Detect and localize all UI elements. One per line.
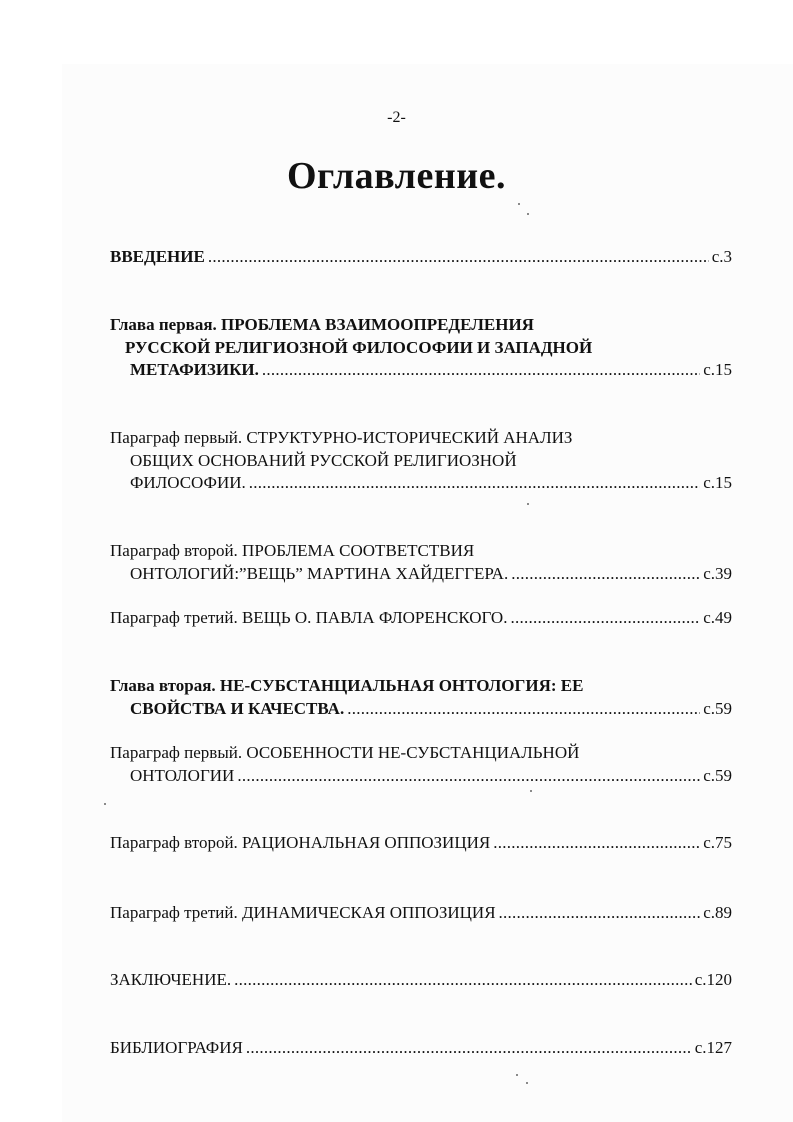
toc-entry-title-line: РУССКОЙ РЕЛИГИОЗНОЙ ФИЛОСОФИИ И ЗАПАДНОЙ bbox=[125, 337, 593, 357]
toc-entry-title-line: СВОЙСТВА И КАЧЕСТВА. bbox=[130, 698, 345, 718]
toc-entry-title-line: Глава первая. ПРОБЛЕМА ВЗАИМООПРЕДЕЛЕНИЯ bbox=[110, 315, 534, 334]
toc-entry-title-line: Параграф первый. ОСОБЕННОСТИ НЕ-СУБСТАНЦИАЛЬНОЙ bbox=[110, 743, 580, 762]
dot-leader bbox=[493, 832, 700, 855]
toc-entry-title-line: Глава вторая. НЕ-СУБСТАНЦИАЛЬНАЯ ОНТОЛОГИЯ: ЕЕ bbox=[110, 676, 584, 695]
toc-page-ref: с.89 bbox=[703, 903, 732, 922]
toc-entry-chapter-1 bbox=[110, 314, 732, 382]
toc-page-ref: с.59 bbox=[703, 698, 732, 718]
toc-page-ref: с.59 bbox=[703, 765, 732, 785]
toc-entry-title-line: ОБЩИХ ОСНОВАНИЙ РУССКОЙ РЕЛИГИОЗНОЙ bbox=[130, 450, 517, 470]
scan-speck bbox=[526, 1082, 528, 1084]
toc-entry-ch1-paragraph-3 bbox=[110, 607, 732, 630]
dot-leader bbox=[234, 969, 692, 992]
scan-speck bbox=[527, 213, 529, 215]
toc-entry-bibliography bbox=[110, 1037, 732, 1060]
toc-entry-title: ЗАКЛЮЧЕНИЕ. bbox=[110, 970, 232, 989]
dot-leader bbox=[499, 902, 701, 925]
toc-entry-title-line: Параграф первый. СТРУКТУРНО-ИСТОРИЧЕСКИЙ АНАЛИЗ bbox=[110, 428, 573, 447]
toc-entry-ch1-paragraph-1 bbox=[110, 427, 732, 495]
toc-entry-title: Параграф третий. ДИНАМИЧЕСКАЯ ОППОЗИЦИЯ bbox=[110, 903, 496, 922]
toc-entry-ch2-paragraph-2 bbox=[110, 832, 732, 855]
page-number: -2- bbox=[387, 109, 406, 126]
toc-page-ref: с.75 bbox=[703, 833, 732, 852]
toc-page-ref: с.49 bbox=[703, 608, 732, 627]
toc-page-ref: с.15 bbox=[703, 473, 732, 492]
toc-page-ref: с.3 bbox=[711, 247, 732, 266]
dot-leader bbox=[237, 765, 700, 788]
toc-entry-title: Параграф третий. ВЕЩЬ О. ПАВЛА ФЛОРЕНСКОГО. bbox=[110, 608, 508, 627]
toc-entry-title: ВВЕДЕНИЕ bbox=[110, 247, 205, 266]
toc-entry-title: Параграф второй. РАЦИОНАЛЬНАЯ ОППОЗИЦИЯ bbox=[110, 833, 491, 852]
dot-leader bbox=[347, 698, 700, 721]
scan-speck bbox=[516, 1074, 518, 1076]
dot-leader bbox=[246, 1037, 692, 1060]
toc-page-ref: с.127 bbox=[694, 1038, 732, 1057]
dot-leader bbox=[511, 563, 700, 586]
toc-entry-ch2-paragraph-3 bbox=[110, 902, 732, 925]
toc-entry-conclusion bbox=[110, 969, 732, 992]
toc-entry-chapter-2 bbox=[110, 675, 732, 720]
toc-page-ref: с.120 bbox=[694, 970, 732, 989]
scan-speck bbox=[518, 203, 520, 205]
scan-speck bbox=[527, 503, 529, 505]
scan-speck bbox=[104, 803, 106, 805]
dot-leader bbox=[262, 359, 700, 382]
dot-leader bbox=[249, 472, 700, 495]
page-title: Оглавление. bbox=[286, 155, 507, 197]
toc-entry-title-line: ФИЛОСОФИИ. bbox=[130, 473, 246, 492]
toc-entry-introduction bbox=[110, 246, 732, 269]
toc-entry-ch2-paragraph-1 bbox=[110, 742, 732, 787]
toc-entry-title: БИБЛИОГРАФИЯ bbox=[110, 1038, 243, 1057]
toc-page-ref: с.15 bbox=[703, 360, 732, 379]
toc-entry-title-line: ОНТОЛОГИЙ:”ВЕЩЬ” МАРТИНА ХАЙДЕГГЕРА. bbox=[130, 563, 509, 583]
toc-entry-ch1-paragraph-2 bbox=[110, 540, 732, 585]
toc-entry-title-line: ОНТОЛОГИИ bbox=[130, 765, 235, 785]
dot-leader bbox=[510, 607, 700, 630]
page-background bbox=[62, 64, 793, 1122]
dot-leader bbox=[208, 246, 709, 269]
toc-page-ref: с.39 bbox=[703, 563, 732, 583]
scan-speck bbox=[530, 790, 532, 792]
toc-entry-title-line: Параграф второй. ПРОБЛЕМА СООТВЕТСТВИЯ bbox=[110, 541, 475, 560]
toc-entry-title-line: МЕТАФИЗИКИ. bbox=[130, 360, 259, 379]
